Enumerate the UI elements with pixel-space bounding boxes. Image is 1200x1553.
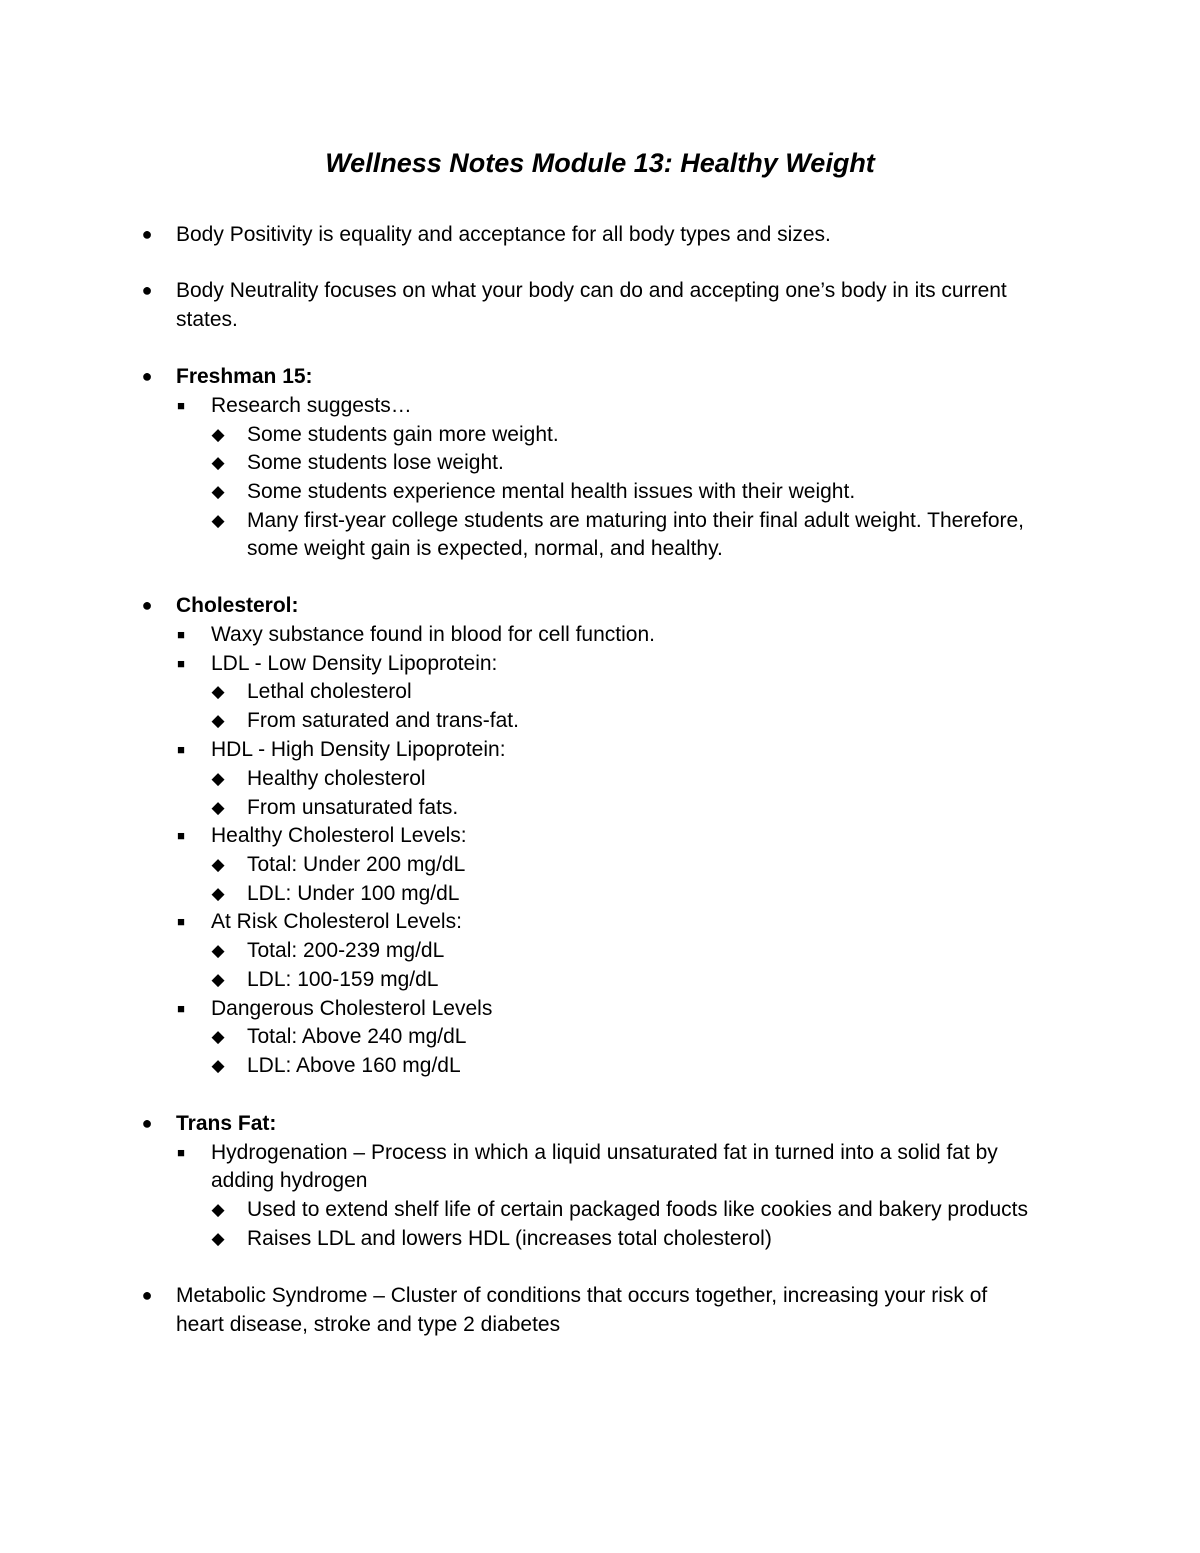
page-title: Wellness Notes Module 13: Healthy Weight [325,148,875,178]
bullet-diamond-icon: ◆ [211,855,225,874]
bullet-dot-icon: ● [141,595,153,615]
bullet-square-icon: ■ [177,828,185,843]
body-neutrality-text: Body Neutrality focuses on what your body can do and accepting one’s body in its current [176,279,1007,302]
list-item: Total: Under 200 mg/dL [247,853,466,876]
bullet-diamond-icon: ◆ [211,425,225,444]
bullet-diamond-icon: ◆ [211,453,225,472]
list-item: Some students lose weight. [247,451,504,474]
bullet-dot-icon: ● [141,1113,153,1133]
body-neutrality-text-cont: states. [176,308,238,331]
bullet-dot-icon: ● [141,1285,153,1305]
hdl-label: HDL - High Density Lipoprotein: [211,738,506,761]
bullet-square-icon: ■ [177,914,185,929]
bullet-diamond-icon: ◆ [211,798,225,817]
bullet-square-icon: ■ [177,398,185,413]
bullet-dot-icon: ● [141,280,153,300]
list-item: Used to extend shelf life of certain packaged foods like cookies and bakery products [247,1198,1028,1221]
bullet-dot-icon: ● [141,224,153,244]
list-item: Many first-year college students are maturing into their final adult weight. Therefore, [247,509,1024,532]
list-item: Lethal cholesterol [247,680,412,703]
list-item: LDL: Above 160 mg/dL [247,1054,461,1077]
bullet-diamond-icon: ◆ [211,769,225,788]
healthy-levels-label: Healthy Cholesterol Levels: [211,824,467,847]
list-item: Total: Above 240 mg/dL [247,1025,467,1048]
list-item-cont: some weight gain is expected, normal, and healthy. [247,537,723,560]
metabolic-syndrome-text: Metabolic Syndrome – Cluster of conditions that occurs together, increasing your risk of [176,1284,988,1307]
list-item: LDL: 100-159 mg/dL [247,968,439,991]
bullet-diamond-icon: ◆ [211,970,225,989]
list-item: Raises LDL and lowers HDL (increases total cholesterol) [247,1227,772,1250]
bullet-diamond-icon: ◆ [211,941,225,960]
metabolic-syndrome-text-cont: heart disease, stroke and type 2 diabetes [176,1313,561,1336]
list-item: From saturated and trans-fat. [247,709,519,732]
list-item: Healthy cholesterol [247,767,426,790]
bullet-diamond-icon: ◆ [211,511,225,530]
freshman-research: Research suggests… [211,394,412,417]
bullet-diamond-icon: ◆ [211,1200,225,1219]
trans-fat-heading: Trans Fat: [176,1112,277,1135]
at-risk-levels-label: At Risk Cholesterol Levels: [211,910,462,933]
cholesterol-waxy: Waxy substance found in blood for cell function. [211,623,655,646]
list-item: Total: 200-239 mg/dL [247,939,445,962]
bullet-square-icon: ■ [177,656,185,671]
list-item: Some students experience mental health issues with their weight. [247,480,856,503]
bullet-diamond-icon: ◆ [211,1229,225,1248]
body-positivity-text: Body Positivity is equality and acceptance for all body types and sizes. [176,223,831,246]
bullet-dot-icon: ● [141,366,153,386]
cholesterol-heading: Cholesterol: [176,594,299,617]
dangerous-levels-label: Dangerous Cholesterol Levels [211,997,493,1020]
bullet-square-icon: ■ [177,742,185,757]
list-item: Some students gain more weight. [247,423,559,446]
freshman-heading: Freshman 15: [176,365,313,388]
list-item: From unsaturated fats. [247,796,459,819]
bullet-diamond-icon: ◆ [211,482,225,501]
bullet-diamond-icon: ◆ [211,682,225,701]
hydrogenation-text: Hydrogenation – Process in which a liquid unsaturated fat in turned into a solid fat by [211,1141,998,1164]
bullet-diamond-icon: ◆ [211,711,225,730]
bullet-square-icon: ■ [177,1001,185,1016]
bullet-diamond-icon: ◆ [211,1027,225,1046]
bullet-diamond-icon: ◆ [211,884,225,903]
list-item: LDL: Under 100 mg/dL [247,882,460,905]
hydrogenation-text-cont: adding hydrogen [211,1169,368,1192]
bullet-square-icon: ■ [177,1145,185,1160]
ldl-label: LDL - Low Density Lipoprotein: [211,652,498,675]
bullet-square-icon: ■ [177,627,185,642]
bullet-diamond-icon: ◆ [211,1056,225,1075]
